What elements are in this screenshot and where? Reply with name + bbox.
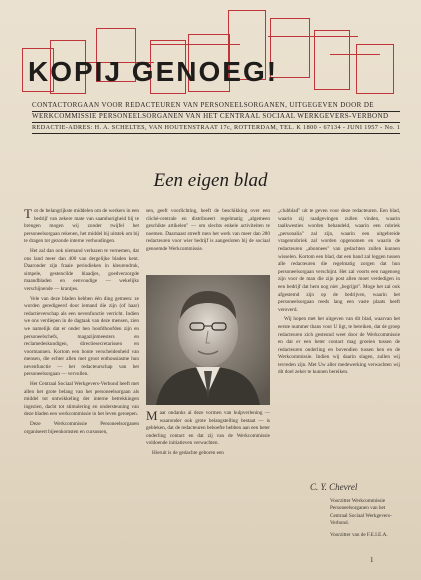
- paragraph: Het zal dan ook niemand verbazen te vernemen, dat ons land meer dan 400 van dergelijke bladen kent. Daaronder zijn fraaie periodieken in kleurendruk, simpele, gestencilde blaadjes, goedverzorgde maandbladen en eenvoudige — wekelijks verschijnende — krantjes.: [24, 247, 139, 292]
- paragraph: Tot de belangrijkste middelen om de werkers in een bedrijf van zekere mate van saamhorigheid bij te brengen mogen wij zonder twijfel het personeelsorgaan rekenen, het middel bij uitstek om bij te dragen tot gezonde interne verhoudingen.: [24, 208, 139, 245]
- article-column-3: [278, 208, 400, 478]
- signatory-line: Centraal Sociaal Werkgevers-: [330, 512, 392, 519]
- portrait-photo: [146, 275, 270, 405]
- signatory-block: [330, 498, 410, 539]
- masthead-frame: [314, 30, 350, 90]
- masthead-address: REDACTIE-ADRES: H. A. SCHELTES, VAN HOUTENSTRAAT 17c, ROTTERDAM, TEL. K 1800 - 67134 - JUNI 1957 - No. 1: [32, 124, 400, 131]
- paragraph: Hieruit is de gedachte geboren een: [152, 449, 224, 456]
- masthead-line: [150, 44, 240, 45]
- masthead-line: [330, 54, 380, 55]
- article-column-2-top: [146, 208, 270, 272]
- paragraph: Maar ondanks al deze vormen van hulpverlening — waaronder ook grote belangstelling bestaat — is gebleken, dat de redacteuren behoefte hebben aan een beter onderling contact en dat zij van de Werkcommissie voldoende initiatieven verwachten.: [146, 410, 270, 447]
- article-headline: Een eigen blad: [153, 170, 268, 191]
- masthead-subtitle-1: CONTACTORGAAN VOOR REDACTEUREN VAN PERSONEELSORGANEN, UITGEGEVEN DOOR DE: [32, 101, 374, 109]
- signatory-line: Voorzitter van de F.E.I.E.A.: [330, 531, 388, 538]
- paragraph: „clubblad" uit te geven voor deze redacteuren. Een blad, waarin zij raadgevingen zullen vinden, waarin taalkwesties worden behandeld, waarin een rubriek „personalia" zal zijn, waarin een uitgebreide vragenrubriek zal worden opgenomen en waarin de redacteuren „abonnees" van gedachten zullen kunnen wisselen. Kortom een blad, dat een band zal leggen tussen alle redacteuren die regelmatig zorgen dat hun personeelsorgaan verschijnt. Het zal voorts een nagenoeg zijn voor de man die zijn post allen moet verdedigen in een bedrijf dat hem nog niet „begrijpt". Moge het zal ook afgestemd zijn op de bedrijven, waarin het personeelsorgaan reeds lang een vaste plaats heeft veroverd.: [278, 208, 400, 313]
- signatory-line: Verbond.: [330, 520, 349, 527]
- dropcap: M: [146, 410, 158, 423]
- paragraph: Deze Werkcommissie Personeelsorganen organiseert bijeenkomsten en cursussen,: [24, 421, 139, 435]
- article-column-2-bottom: [146, 410, 270, 530]
- article-column-1: [24, 208, 139, 578]
- masthead: [0, 0, 421, 100]
- signature: C. Y. Chevrel: [310, 482, 358, 492]
- portrait-illustration: [146, 275, 270, 405]
- masthead-title: KOPIJ GENOEG!: [28, 56, 279, 87]
- paragraph: sen, geeft voorlichting, heeft de beschikking over een cliché-centrale en distribueert regelmatig „algemeen geschikte artikelen" — om slechts enkele activiteiten te noemen. Daarnaast streeft men het werk van meer dan 280 redacteuren voor wier bedrijf is aangesloten bij de sociaal genoemde Werkcommissie.: [146, 208, 270, 252]
- masthead-frame: [356, 44, 394, 94]
- paragraph: Het Centraal Sociaal Werkgevers-Verbond heeft met allen het grote belang van het personeelsorgaan als middel tot ontwikkeling der interne betrekkingen ingezien, dacht tot stimulering en ondersteuning van deze bladen een werkcommissie in het leven geroepen.: [24, 381, 139, 418]
- masthead-line: [268, 36, 358, 37]
- masthead-subtitle-2: WERKCOMMISSIE PERSONEELSORGANEN VAN HET CENTRAAL SOCIAAL WERKGEVERS-VERBOND: [32, 112, 389, 120]
- dropcap: T: [24, 208, 32, 221]
- paragraph: Wij hopen met het uitgeven van dit blad, waarvan het eerste nummer thans voor U ligt, te bereiken, dat de groep redacteuren zich gesteund weet door de Werkcommissie en dat er een beter contact mag groeien tussen de redacteuren onderling en bovendien tussen hen en de Werkcommissie. Indien wij daarin slagen, zullen wij tevreden zijn. Met Uw aller medewerking verwachten wij dit doel zeker te kunnen bereiken.: [278, 316, 400, 376]
- paragraph: Vele van deze bladen hebben één ding gemeen: ze worden geredigeerd door iemand die zijn (of haar) redactieverschap als een nevenfunctie verricht. Indien we ons verdiepen in de dagtaak van deze mensen, zien we namelijk dat er onder hen hoofdhoofden zijn en personeelschefs, magazijnmeesters en reclamedeskundigen, directiesecretarissen en voormannen. Kortom een bonte verscheidenheid van mensen, die echter allen met groot enthousiasme hun nevenfunctie — het redacteurschap van het personeelsorgaan — vervullen.: [24, 295, 139, 378]
- signatory-line: Voorzitter Werkcommissie: [330, 498, 386, 504]
- page-number: 1: [370, 556, 374, 564]
- signatory-line: Personeelsorganen van het: [330, 505, 386, 512]
- masthead-rule: [32, 133, 400, 134]
